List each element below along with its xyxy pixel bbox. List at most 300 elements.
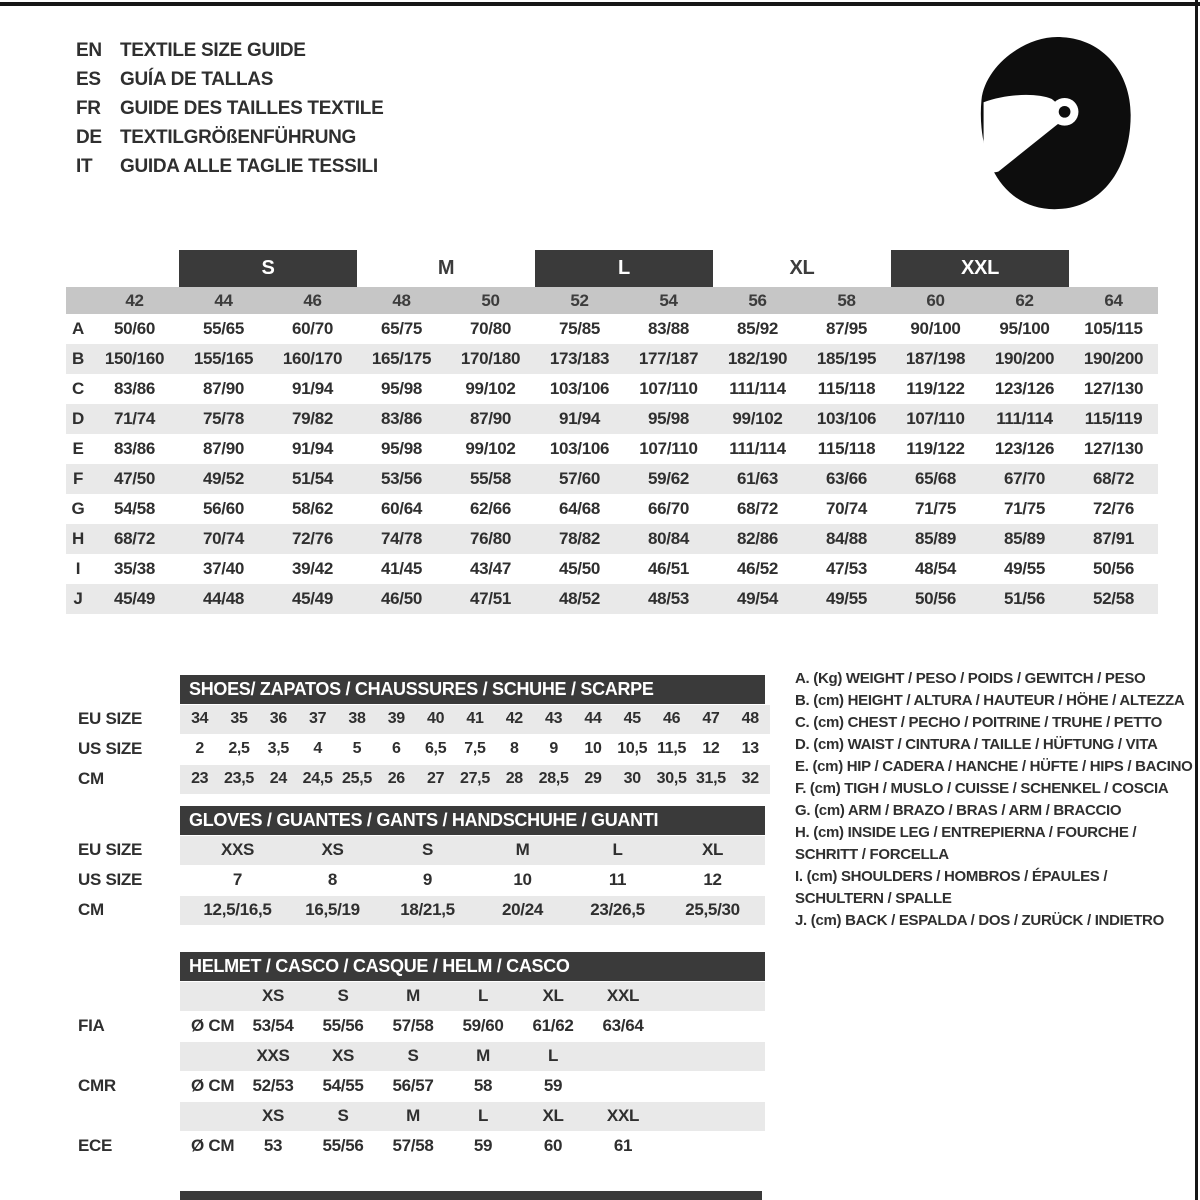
size-value-cell: 10 [513,870,532,889]
size-value-cell: 79/82 [291,409,334,428]
helmet-sizes-row-fia [66,981,786,1011]
column-size-label: 42 [125,291,144,310]
size-value-cell: 83/86 [113,439,156,458]
size-value-cell: 49/55 [1003,559,1046,578]
size-value-cell: 27,5 [459,770,490,787]
language-title: TEXTILE SIZE GUIDE [120,39,306,61]
size-value-cell: 44 [584,710,602,727]
size-value-cell: 41 [466,710,484,727]
size-value-cell: 50/60 [113,319,156,338]
size-label-cell: XXL [606,986,640,1005]
legend-item [795,690,1195,712]
size-value-cell: 45/49 [291,589,334,608]
size-value-cell: 190/200 [994,349,1055,368]
gloves-row [66,895,786,925]
size-value-cell: 123/126 [994,379,1055,398]
textile-size-table [66,250,1158,614]
size-value-cell: 123/126 [994,439,1055,458]
size-value-cell: 26 [387,770,405,787]
size-value-cell: 190/200 [1083,349,1144,368]
size-value-cell: 5 [352,740,362,757]
size-value-cell: 42 [505,710,523,727]
gloves-size-table [66,806,786,925]
size-value-cell: 13 [741,740,759,757]
language-title: TEXTILGRÖßENFÜHRUNG [120,126,357,148]
size-value-cell: 63/64 [602,1016,644,1035]
size-value-cell: 56/60 [202,499,245,518]
size-value-cell: 46/52 [736,559,779,578]
size-value-cell: 75/78 [202,409,245,428]
size-label-cell: S [337,1106,349,1125]
size-label-cell: M [476,1046,490,1065]
size-value-cell: 60/70 [291,319,334,338]
size-value-cell: 50/56 [914,589,957,608]
size-value-cell: 54/55 [322,1076,364,1095]
helmet-rows [66,981,786,1161]
size-value-cell: 59 [473,1136,493,1155]
size-group-s: S [179,250,357,287]
shoes-row [66,704,786,734]
shoes-title-bar: SHOES/ ZAPATOS / CHAUSSURES / SCHUHE / SCARPE [180,675,765,704]
legend-item [795,800,1195,822]
size-value-cell: 103/106 [549,379,610,398]
size-value-cell: 71/75 [1003,499,1046,518]
size-value-cell: 103/106 [549,439,610,458]
row-label: US SIZE [78,870,143,889]
size-value-cell: 39/42 [291,559,334,578]
shoes-values [180,765,770,794]
size-value-cell: 83/86 [113,379,156,398]
row-letter: A [72,319,84,338]
column-size-label: 44 [214,291,233,310]
size-label-cell: L [547,1046,559,1065]
size-value-cell: 57/58 [392,1016,434,1035]
size-label-cell: XXL [606,1106,640,1125]
size-value-cell: 35 [230,710,248,727]
size-value-cell: 47/51 [469,589,512,608]
size-value-cell: 7 [232,870,243,889]
size-value-cell: 51/54 [291,469,334,488]
row-letter: C [72,379,84,398]
size-value-cell: 65/75 [380,319,423,338]
size-value-cell: 111/114 [729,379,786,398]
helmet-sizes-row-ece [66,1101,786,1131]
column-size-label: 58 [837,291,856,310]
size-value-cell: 3,5 [267,740,289,757]
size-value-cell: 85/89 [1003,529,1046,548]
top-border-line [0,2,1200,6]
size-value-cell: 48/53 [647,589,690,608]
column-size-label: 60 [926,291,945,310]
language-code: IT [76,155,93,177]
language-row [76,123,383,152]
size-value-cell: 2,5 [228,740,250,757]
size-value-cell: 23 [191,770,209,787]
measurement-row-i [66,554,1158,584]
size-value-cell: 71/74 [113,409,156,428]
size-value-cell: 55/56 [322,1016,364,1035]
unit-label: Ø CM [191,1016,235,1035]
size-value-cell: 80/84 [647,529,690,548]
size-value-cell: 52/58 [1092,589,1135,608]
size-value-cell: 12,5/16,5 [203,900,272,919]
size-value-cell: 52/53 [252,1076,294,1095]
size-value-cell: 60 [543,1136,563,1155]
size-value-cell: 87/95 [825,319,868,338]
size-value-cell: 61/62 [532,1016,574,1035]
size-value-cell: 70/74 [825,499,868,518]
size-value-cell: 23,5 [224,770,254,787]
size-group-xxl: XXL [891,250,1069,287]
row-label: EU SIZE [78,840,143,859]
size-value-cell: 8 [327,870,338,889]
size-value-cell: 115/118 [817,379,876,398]
size-value-cell: XL [701,840,724,859]
legend-line: A. (Kg) WEIGHT / PESO / POIDS / GEWITCH / PESO [795,670,1146,687]
size-value-cell: 8 [509,740,519,757]
legend-line: B. (cm) HEIGHT / ALTURA / HAUTEUR / HÖHE / ALTEZZA [795,692,1185,709]
legend-item [795,712,1195,734]
legend-line: D. (cm) WAIST / CINTURA / TAILLE / HÜFTUNG / VITA [795,736,1158,753]
size-value-cell: 71/75 [914,499,957,518]
column-size-label: 64 [1104,291,1123,310]
legend-item [795,756,1195,778]
size-value-cell: 65/68 [914,469,957,488]
size-value-cell: 87/90 [202,379,245,398]
size-value-cell: 78/82 [558,529,601,548]
measurement-row-j [66,584,1158,614]
size-value-cell: 32 [741,770,759,787]
language-code: DE [76,126,102,148]
size-value-cell: 16,5/19 [305,900,360,919]
size-value-cell: L [612,840,623,859]
size-value-cell: 43/47 [469,559,512,578]
size-value-cell: 70/80 [469,319,512,338]
language-title: GUÍA DE TALLAS [120,68,274,90]
row-label: CM [78,900,104,919]
size-value-cell: 49/55 [825,589,868,608]
size-value-cell: 107/110 [906,409,965,428]
shoes-row [66,764,786,794]
row-letter: H [72,529,84,548]
size-value-cell: XXS [220,840,255,859]
size-value-cell: 7,5 [464,740,486,757]
legend-line: I. (cm) SHOULDERS / HOMBROS / ÉPAULES / [795,868,1108,885]
legend-line: G. (cm) ARM / BRAZO / BRAS / ARM / BRACCIO [795,802,1122,819]
size-value-cell: 25,5 [342,770,372,787]
column-size-label: 52 [570,291,589,310]
language-row [76,36,383,65]
legend-item [795,866,1195,910]
size-value-cell: 75/85 [558,319,601,338]
column-size-label: 50 [481,291,500,310]
helmet-values-row-ece [66,1131,786,1161]
language-code: ES [76,68,101,90]
size-value-cell: 107/110 [639,439,698,458]
helmet-size-labels [180,982,765,1011]
gloves-values [180,896,765,925]
size-value-cell: 55/56 [322,1136,364,1155]
size-value-cell: 12 [702,740,720,757]
size-value-cell: 187/198 [905,349,966,368]
size-value-cell: 44/48 [202,589,245,608]
size-value-cell: 90/100 [910,319,961,338]
size-value-cell: 53/54 [252,1016,294,1035]
helmet-values-row-fia [66,1011,786,1041]
size-value-cell: 68/72 [113,529,156,548]
standard-label: ECE [78,1136,113,1155]
size-value-cell: 127/130 [1083,379,1144,398]
size-value-cell: 127/130 [1083,439,1144,458]
shoes-row [66,734,786,764]
size-value-cell: 70/74 [202,529,245,548]
legend-line: C. (cm) CHEST / PECHO / POITRINE / TRUHE / PETTO [795,714,1163,731]
unit-label: Ø CM [191,1076,235,1095]
size-value-cell: 24,5 [302,770,333,787]
size-value-cell: 37/40 [202,559,245,578]
helmet-sizes-row-cmr [66,1041,786,1071]
size-value-cell: 47 [702,710,720,727]
size-value-cell: 91/94 [558,409,601,428]
size-value-cell: 46/51 [647,559,690,578]
size-value-cell: 115/119 [1084,409,1143,428]
size-value-cell: 54/58 [113,499,156,518]
size-value-cell: S [421,840,434,859]
legend-line: J. (cm) BACK / ESPALDA / DOS / ZURÜCK / INDIETRO [795,912,1164,929]
cut-off-section-bar [180,1191,762,1200]
language-title-block [76,36,383,181]
size-value-cell: 62/66 [469,499,512,518]
size-value-cell: XS [321,840,344,859]
size-value-cell: 84/88 [825,529,868,548]
helmet-size-table [66,952,786,1161]
standard-label: CMR [78,1076,116,1095]
column-spacer [90,250,179,287]
helmet-values [180,1072,765,1101]
measurement-row-a [66,314,1158,344]
legend-item [795,822,1195,866]
size-value-cell: 61 [613,1136,633,1155]
size-value-cell: 68/72 [736,499,779,518]
size-value-cell: 30,5 [656,770,687,787]
size-group-l: L [535,250,713,287]
size-value-cell: 173/183 [549,349,610,368]
language-code: EN [76,39,102,61]
gloves-values [180,836,765,865]
size-value-cell: 165/175 [371,349,432,368]
size-value-cell: 150/160 [104,349,165,368]
size-value-cell: 45/49 [113,589,156,608]
size-number-header-row [66,287,1158,314]
size-label-cell: S [337,986,349,1005]
size-value-cell: 41/45 [380,559,423,578]
size-label-cell: XS [261,986,285,1005]
size-value-cell: 36 [269,710,287,727]
size-value-cell: 34 [191,710,209,727]
legend-line: H. (cm) INSIDE LEG / ENTREPIERNA / FOURCHE / [795,824,1137,841]
size-value-cell: 11 [608,870,627,889]
size-value-cell: 57/58 [392,1136,434,1155]
row-letter: E [72,439,84,458]
size-value-cell: 95/98 [380,439,423,458]
size-value-cell: 58/62 [291,499,334,518]
size-value-cell: 48/52 [558,589,601,608]
size-value-cell: 11,5 [657,740,687,757]
size-value-cell: 6,5 [424,740,447,757]
size-value-cell: 49/54 [736,589,779,608]
size-value-cell: 160/170 [282,349,343,368]
gloves-rows [66,835,786,925]
size-value-cell: 10 [584,740,602,757]
size-value-cell: 95/100 [999,319,1050,338]
size-value-cell: 27 [427,770,445,787]
row-letter: D [72,409,84,428]
row-letter: G [71,499,85,518]
language-row [76,152,383,181]
size-label-cell: XS [261,1106,285,1125]
size-value-cell: 68/72 [1092,469,1135,488]
size-value-cell: 38 [348,710,366,727]
size-value-cell: 58 [473,1076,493,1095]
measurement-legend [795,668,1195,932]
size-value-cell: 91/94 [291,379,334,398]
size-value-cell: 35/38 [113,559,156,578]
size-value-cell: 83/86 [380,409,423,428]
size-value-cell: 47/53 [825,559,868,578]
size-value-cell: 28,5 [538,770,569,787]
gloves-row [66,835,786,865]
size-value-cell: 55/58 [469,469,512,488]
size-value-cell: 72/76 [1092,499,1135,518]
size-value-cell: 111/114 [729,439,786,458]
legend-item [795,910,1195,932]
size-value-cell: 20/24 [501,900,544,919]
legend-line: SCHRITT / FORCELLA [795,846,949,863]
measurement-row-h [66,524,1158,554]
size-value-cell: 50/56 [1092,559,1135,578]
gloves-values [180,866,765,895]
size-value-cell: 63/66 [825,469,868,488]
size-value-cell: M [515,840,530,859]
size-value-cell: 119/122 [906,379,965,398]
size-value-cell: 9 [422,870,433,889]
size-value-cell: 49/52 [202,469,245,488]
size-value-cell: 119/122 [906,439,965,458]
size-value-cell: 28 [505,770,523,787]
size-value-cell: 59/62 [647,469,690,488]
language-row [76,65,383,94]
size-value-cell: 51/56 [1003,589,1046,608]
legend-item [795,668,1195,690]
size-value-cell: 99/102 [465,439,516,458]
column-size-label: 54 [659,291,678,310]
measurement-row-c [66,374,1158,404]
size-value-cell: 59 [543,1076,563,1095]
size-value-cell: 55/65 [202,319,245,338]
size-value-cell: 48 [741,710,759,727]
language-title: GUIDA ALLE TAGLIE TESSILI [120,155,378,177]
size-value-cell: 95/98 [647,409,690,428]
helmet-title-bar: HELMET / CASCO / CASQUE / HELM / CASCO [180,952,765,981]
column-size-label: 48 [392,291,411,310]
size-value-cell: 46/50 [380,589,423,608]
legend-line: SCHULTERN / SPALLE [795,890,952,907]
size-value-cell: 87/90 [469,409,512,428]
size-value-cell: 53/56 [380,469,423,488]
column-size-label: 56 [748,291,767,310]
size-label-cell: XL [542,1106,564,1125]
shoes-values [180,735,770,764]
size-value-cell: 115/118 [817,439,876,458]
size-value-cell: 31,5 [695,770,726,787]
corner-spacer [66,250,90,287]
size-value-cell: 61/63 [736,469,779,488]
row-label: US SIZE [78,739,143,758]
size-value-cell: 66/70 [647,499,690,518]
measurement-row-b [66,344,1158,374]
size-value-cell: 47/50 [113,469,156,488]
size-value-cell: 59/60 [462,1016,504,1035]
legend-line: E. (cm) HIP / CADERA / HANCHE / HÜFTE / HIPS / BACINO [795,758,1193,775]
legend-line: F. (cm) TIGH / MUSLO / CUISSE / SCHENKEL / COSCIA [795,780,1169,797]
size-value-cell: 6 [392,740,401,757]
size-value-cell: 18/21,5 [400,900,455,919]
gloves-row [66,865,786,895]
legend-item [795,734,1195,756]
size-label-cell: XXS [256,1046,290,1065]
size-value-cell: 39 [387,710,405,727]
size-value-cell: 103/106 [816,409,877,428]
standard-label: FIA [78,1016,105,1035]
size-value-cell: 105/115 [1084,319,1143,338]
row-letter: I [75,559,81,578]
size-value-cell: 53 [263,1136,283,1155]
size-value-cell: 111/114 [996,409,1053,428]
shoes-size-table [66,675,786,794]
size-value-cell: 74/78 [380,529,423,548]
column-size-label: 62 [1015,291,1034,310]
size-value-cell: 185/195 [816,349,877,368]
size-value-cell: 12 [703,870,722,889]
size-label-cell: L [477,986,489,1005]
size-value-cell: 95/98 [380,379,423,398]
row-letter: J [73,589,83,608]
size-value-cell: 4 [313,740,322,757]
size-label-cell: L [477,1106,489,1125]
size-value-cell: 83/88 [647,319,690,338]
helmet-values [180,1012,765,1041]
size-value-cell: 67/70 [1003,469,1046,488]
row-letter-spacer [66,287,90,314]
row-label: CM [78,769,104,788]
size-value-cell: 85/92 [736,319,779,338]
size-value-cell: 56/57 [392,1076,434,1095]
size-label-cell: XS [331,1046,355,1065]
size-value-cell: 45 [623,710,641,727]
gloves-title-bar: GLOVES / GUANTES / GANTS / HANDSCHUHE / GUANTI [180,806,765,835]
size-group-header-row [66,250,1158,287]
size-group-xl: XL [789,257,815,279]
size-value-cell: 87/90 [202,439,245,458]
column-size-label: 46 [303,291,322,310]
legend-item [795,778,1195,800]
size-value-cell: 72/76 [291,529,334,548]
size-value-cell: 170/180 [460,349,521,368]
size-value-cell: 99/102 [465,379,516,398]
size-value-cell: 57/60 [558,469,601,488]
shoes-values [180,705,770,734]
measurement-row-f [66,464,1158,494]
